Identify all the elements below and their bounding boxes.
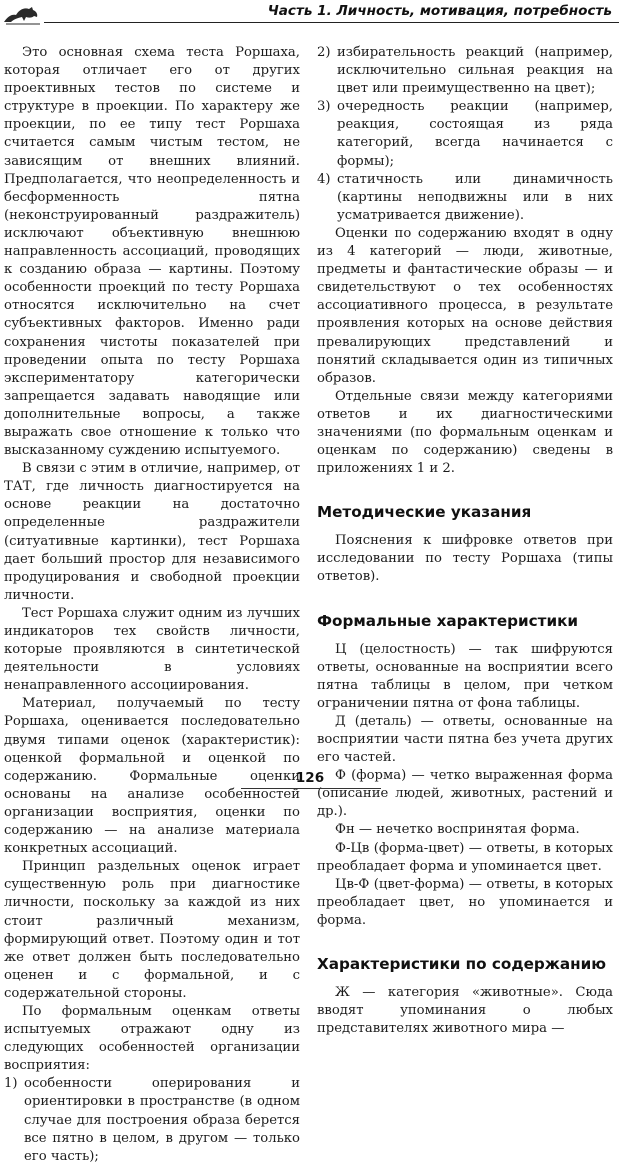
paragraph: Тест Роршаха служит одним из лучших индикаторов тех свойств личности, которые проявляются в синтетической деятельности в условиях ненаправленного ассоциирования. [4, 605, 300, 694]
definition-item: Д (деталь) — ответы, основанные на восприятии части пятна без учета других его частей. [317, 713, 613, 766]
list-item-text: статичность или динамичность (картины неподвижны или в них усматривается движение). [337, 171, 613, 223]
section-heading: Методические указания [317, 503, 532, 522]
right-column [317, 44, 613, 1038]
definition-item: Ц (целостность) — так шифруются ответы, основанные на восприятии всего пятна таблицы в целом, при четком ограничении пятна от фона таблицы. [317, 641, 613, 711]
list-item-number: 2) [317, 45, 331, 60]
list-item [4, 1075, 300, 1165]
left-column [4, 44, 300, 1166]
running-title [268, 3, 612, 19]
section-heading: Формальные характеристики [317, 611, 579, 630]
footer-rule [241, 788, 381, 789]
section-heading: Характеристики по содержанию [317, 955, 607, 974]
list-item-text: особенности оперирования и ориентировки в пространстве (в одном случае для построения образа берется все пятно в целом, в другом — только его часть); [24, 1076, 300, 1164]
list-item [317, 171, 613, 225]
part-label: Часть 1. [267, 3, 332, 19]
horse-emblem-icon [2, 2, 42, 26]
header-rule [44, 22, 619, 23]
paragraph: Отдельные связи между категориями ответов и их диагностическими значениями (по формальным оценкам и оценкам по содержанию) сведены в приложениях 1 и 2. [317, 388, 613, 477]
definition-item: Ф (форма) — четко выраженная форма (описание людей, животных, растений и др.). [317, 768, 613, 820]
paragraph: Пояснения к шифровке ответов при исследовании по тесту Роршаха (типы ответов). [317, 533, 613, 585]
paragraph: Это основная схема теста Роршаха, которая отличает его от других проективных тестов по системе и структуре в проекции. По характеру же проекции, по ее типу тест Роршаха считается самым чистым тестом, не зависящим от внешних влияний. Предполагается, что неопределенность и бесформенность пятна (неконструированный раздражитель) исключают объективную внешнюю направленность ассоциаций, проводящих к созданию образа — картины. Поэтому особенности проекций по тесту Роршаха относятся исключительно на счет субъективных факторов. Именно ради сохранения чистоты показателей при проведении опыта по тесту Роршаха экспериментатору категорически запрещается задавать наводящие или дополнительные вопросы, а также выражать свое отношение к только что высказанному суждению испытуемого. [4, 45, 300, 459]
paragraph: В связи с этим в отличие, например, от ТАТ, где личность диагностируется на основе реакции на достаточно определенные раздражители (ситуативные картинки), тест Роршаха дает больший простор для независимого продуцирования и свободной проекции личности. [4, 461, 300, 603]
paragraph: Материал, получаемый по тесту Роршаха, оценивается последовательно двумя типами оценок (характеристик): оценкой формальной и оценкой по содержанию. Формальные оценки основаны на анализе особенностей организации восприятия, оценки по содержанию — на анализе материала конкретных ассоциаций. [4, 696, 300, 857]
definition-item: Фн — нечетко воспринятая форма. [335, 822, 580, 838]
paragraph: Принцип раздельных оценок играет существенную роль при диагностике личности, поскольку за каждой из них стоит различный механизм, формирующий ответ. Поэтому один и тот же ответ должен быть последовательно оценен и с формальной, и с содержательной стороны. [4, 859, 300, 1001]
definition-item: Ф-Цв (форма-цвет) — ответы, в которых преобладает форма и упоминается цвет. [317, 840, 613, 874]
list-item-number: 1) [4, 1076, 18, 1092]
page-header [0, 0, 620, 34]
list-item-text: очередность реакции (например, реакция, состоящая из ряда категорий, всегда начинается с формы); [337, 99, 613, 169]
list-item [317, 44, 613, 98]
part-title: Личность, мотивация, потребность [336, 3, 612, 19]
page-number: 126 [295, 770, 325, 786]
list-item-number: 3) [317, 99, 331, 115]
list-item-text: избирательность реакций (например, исключительно сильная реакция на цвет или преимущественно на цвет); [337, 45, 613, 97]
paragraph: Оценки по содержанию входят в одну из 4 категорий — люди, животные, предметы и фантастические образы — и свидетельствуют о тех особенностях ассоциативного процесса, в результате проявления которых на основе действия превалирующих представлений и понятий складывается один из типичных образов. [317, 225, 613, 386]
definition-item: Цв-Ф (цвет-форма) — ответы, в которых преобладает цвет, но упоминается и форма. [317, 876, 613, 928]
paragraph: По формальным оценкам ответы испытуемых отражают одну из следующих особенностей организации восприятия: [4, 1003, 300, 1074]
paragraph: Ж — категория «животные». Сюда вводят упоминания о любых представителях животного мира — [317, 985, 613, 1037]
list-item-number: 4) [317, 171, 331, 187]
list-item [317, 98, 613, 170]
